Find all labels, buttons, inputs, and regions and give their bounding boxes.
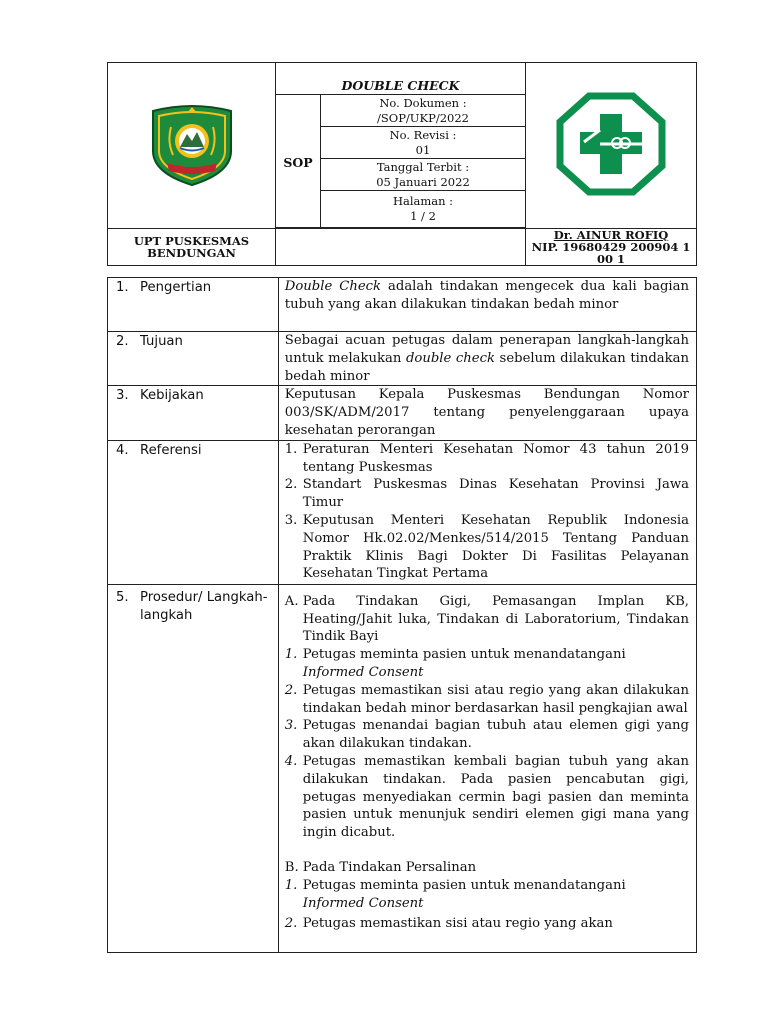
italic-term: Double Check (284, 279, 382, 294)
section-number: 3. (116, 388, 129, 404)
section-label: Kebijakan (140, 388, 204, 404)
doc-number-value: /SOP/UKP/2022 (377, 110, 469, 125)
section-row (108, 278, 697, 332)
revision-cell (321, 127, 526, 159)
sop-cell (276, 95, 321, 228)
section-text: Sebagai acuan petugas dalam penerapan langkah-langkah untuk melakukan (284, 333, 689, 366)
list-item: 1. Petugas meminta pasien untuk menandatangani Informed Consent (284, 647, 626, 680)
regency-emblem-icon (147, 101, 237, 187)
page-label: Halaman : (392, 194, 454, 208)
header-table (107, 62, 697, 266)
list-item: 1. Petugas meminta pasien untuk menandatangani Informed Consent (284, 877, 626, 911)
section-content: Keputusan Kepala Puskesmas Bendungan Nomor 003/SK/ADM/2017 tentang penyelenggaraan upaya kesehatan perorangan (278, 386, 696, 440)
organization-cell (108, 229, 276, 266)
section-row (108, 440, 697, 584)
list-item: 3. Keputusan Menteri Kesehatan Republik Indonesia Nomor Hk.02.02/Menkes/514/2015 Tentang Panduan Praktik Klinis Bagi Dokter Di Fasilitas Pelayanan Kesehatan Tingkat Pertama (284, 512, 689, 582)
revision-label: No. Revisi : (389, 127, 457, 142)
sop-content-table (107, 277, 697, 953)
organization-line1: UPT PUSKESMAS (133, 234, 250, 248)
date-value: 05 Januari 2022 (376, 174, 470, 189)
cross-logo-cell (526, 63, 697, 229)
document-title: DOUBLE CHECK (341, 78, 460, 93)
section-number: 4. (116, 442, 129, 458)
section-content (278, 584, 696, 952)
page-value: 1 / 2 (410, 209, 436, 223)
sop-label: SOP (283, 154, 313, 170)
section-label: Pengertian (140, 280, 212, 295)
organization-line2: BENDUNGAN (147, 246, 236, 260)
list-item: 2. Petugas memastikan sisi atau regio yang akan (284, 916, 613, 932)
logo-cell (108, 63, 276, 229)
section-label-cell (108, 440, 279, 584)
section-text: adalah tindakan mengecek dua kali bagian tubuh yang akan dilakukan tindakan bedah minor (284, 279, 689, 312)
section-content (278, 332, 696, 386)
section-label: Prosedur/ Langkah-langkah (140, 589, 268, 623)
section-content (278, 440, 696, 584)
section-label-cell (108, 278, 279, 332)
page-cell (321, 191, 526, 228)
section-number: 1. (116, 280, 129, 295)
section-row (108, 332, 697, 386)
section-label: Tujuan (140, 334, 183, 349)
italic-term: double check (405, 350, 495, 366)
list-item: B. Pada Tindakan Persalinan (284, 859, 477, 875)
list-item: 4. Petugas memastikan kembali bagian tubuh yang akan dilakukan tindakan. Pada pasien pencabutan gigi, petugas menyediakan cermin bagi pasien dan meminta pasien untuk menunjuk sendiri elemen gigi mana yang ingin dicabut. (284, 753, 689, 841)
section-label-cell (108, 332, 279, 386)
signer-name: Dr. AINUR ROFIQ (553, 228, 669, 242)
doc-number-cell (321, 95, 526, 127)
section-label-cell (108, 584, 279, 952)
title-cell (276, 63, 526, 95)
section-number: 5. (116, 589, 129, 605)
list-item: 2. Petugas memastikan sisi atau regio yang akan dilakukan tindakan bedah minor berdasarkan hasil pengkajian awal (284, 682, 689, 716)
date-label: Tanggal Terbit : (376, 159, 470, 174)
doc-number-label: No. Dokumen : (379, 95, 467, 110)
list-item: 1. Peraturan Menteri Kesehatan Nomor 43 tahun 2019 tentang Puskesmas (284, 441, 689, 475)
signer-cell (526, 229, 697, 266)
section-text: sebelum dilakukan tindakan bedah minor (284, 350, 690, 384)
section-row (108, 584, 697, 952)
signer-nip: NIP. 19680429 200904 1 00 1 (531, 240, 691, 266)
section-number: 2. (116, 334, 129, 349)
section-row (108, 386, 697, 440)
health-cross-icon (556, 92, 666, 196)
list-item: A. Pada Tindakan Gigi, Pemasangan Implan KB, Heating/Jahit luka, Tindakan di Laboratorium, Tindakan Tindik Bayi (284, 593, 689, 645)
section-label: Referensi (140, 442, 202, 458)
date-cell (321, 159, 526, 191)
revision-value: 01 (415, 142, 431, 157)
section-label-cell (108, 386, 279, 440)
section-content (278, 278, 696, 332)
list-item: 3. Petugas menandai bagian tubuh atau elemen gigi yang akan dilakukan tindakan. (284, 718, 689, 752)
empty-cell (276, 229, 526, 266)
list-item: 2. Standart Puskesmas Dinas Kesehatan Provinsi Jawa Timur (284, 477, 689, 511)
